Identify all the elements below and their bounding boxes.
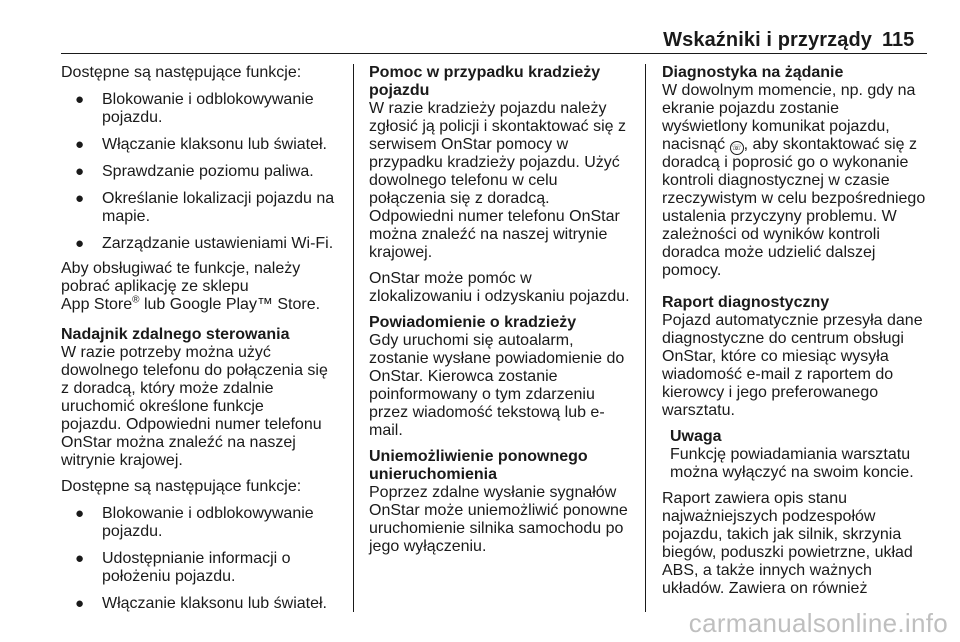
note-box xyxy=(662,428,927,482)
bullet-icon: ● xyxy=(75,595,85,612)
theft-text: OnStar może pomóc w xyxy=(369,270,532,287)
header-divider xyxy=(61,53,927,54)
list-item xyxy=(61,190,343,226)
remote-text: OnStar można znaleźć na naszej xyxy=(61,434,296,451)
theft-text: krajowej. xyxy=(369,244,433,261)
list-item xyxy=(61,136,343,154)
theft-text: zgłosić ją policji i skontaktować się z xyxy=(369,118,626,135)
intro-text: Dostępne są następujące funkcje: xyxy=(61,64,302,81)
remote-text: dowolnego telefonu do połączenia się xyxy=(61,362,328,379)
report-paragraph xyxy=(662,312,927,420)
bullet-icon: ● xyxy=(75,163,85,180)
bullet-text: Włączanie klaksonu lub świateł. xyxy=(102,595,327,612)
diag-text: rzeczywistym w celu bezpośredniego xyxy=(662,190,926,207)
diag-text: doradca może udzielić dalszej xyxy=(662,244,876,261)
immob-text: OnStar może uniemożliwić ponowne xyxy=(369,502,628,519)
app-store-name: App Store xyxy=(61,296,133,313)
list-item xyxy=(61,550,343,586)
bullet-text: Określanie lokalizacji pojazdu na xyxy=(102,190,335,207)
report-paragraph-2 xyxy=(662,490,927,598)
remote-text: W razie potrzeby można użyć xyxy=(61,344,271,361)
column-divider-1 xyxy=(353,64,354,612)
notify-text: zostanie wysłane powiadomienie do xyxy=(369,350,625,367)
notify-paragraph xyxy=(369,332,633,440)
list-item xyxy=(61,163,343,181)
diag-text: ustalenia przyczyny problemu. W xyxy=(662,208,897,225)
diag-text: zależności od wyników kontroli xyxy=(662,226,880,243)
notify-text: poinformowany o tym zdarzeniu xyxy=(369,386,595,403)
report-text: pojazdu, takich jak silnik, skrzynia xyxy=(662,526,902,543)
report-text: Raport zawiera opis stanu xyxy=(662,490,847,507)
diag-paragraph xyxy=(662,82,927,280)
immob-text: Poprzez zdalne wysłanie sygnałów xyxy=(369,484,617,501)
bullet-text: Sprawdzanie poziomu paliwa. xyxy=(102,163,314,180)
app-paragraph xyxy=(61,260,343,314)
remote-text: pojazdu. Odpowiedni numer telefonu xyxy=(61,416,322,433)
app-text: Aby obsługiwać te funkcje, należy xyxy=(61,260,301,277)
theft-text: zlokalizowaniu i odzyskaniu pojazdu. xyxy=(369,288,630,305)
report-text: OnStar, które co miesiąc wysyła xyxy=(662,348,889,365)
bullet-text: pojazdu. xyxy=(102,523,163,540)
note-heading: Uwaga xyxy=(670,428,722,445)
bullet-text: Zarządzanie ustawieniami Wi-Fi. xyxy=(102,235,334,252)
page-number: 115 xyxy=(882,29,915,51)
bullet-icon: ● xyxy=(75,136,85,153)
bullet-text: położeniu pojazdu. xyxy=(102,568,236,585)
column-1 xyxy=(61,64,343,622)
list-item xyxy=(61,595,343,613)
report-text: warsztatu. xyxy=(662,402,735,419)
diag-text: nacisnąć xyxy=(662,136,730,153)
theft-paragraph-2 xyxy=(369,270,633,306)
theft-text: W razie kradzieży pojazdu należy xyxy=(369,100,607,117)
app-store-rest: lub Google Play™ Store. xyxy=(139,296,321,313)
bullet-icon: ● xyxy=(75,505,85,522)
report-text: ABS, a także innych ważnych xyxy=(662,562,872,579)
bullet-icon: ● xyxy=(75,235,85,252)
report-text: wiadomość e-mail z raportem do xyxy=(662,366,894,383)
report-text: kierowcy i jego preferowanego xyxy=(662,384,879,401)
immob-paragraph xyxy=(369,484,633,556)
registered-mark: ® xyxy=(132,294,140,306)
bullet-text: Blokowanie i odblokowywanie xyxy=(102,91,314,108)
diag-text: ekranie pojazdu zostanie xyxy=(662,100,840,117)
bullet-icon: ● xyxy=(75,190,85,207)
diag-text: pomocy. xyxy=(662,262,722,279)
notify-text: Gdy uruchomi się autoalarm, xyxy=(369,332,574,349)
theft-text: połączenia się z doradcą. xyxy=(369,190,550,207)
section-title: Wskaźniki i przyrządy xyxy=(663,29,872,51)
notify-text: przez wiadomość tekstową lub e- xyxy=(369,404,605,421)
phone-button-icon: ☏ xyxy=(730,141,744,155)
list-item xyxy=(61,91,343,127)
immob-text: uruchomienie silnika samochodu po xyxy=(369,520,624,537)
bullet-text: Udostępnianie informacji o xyxy=(102,550,291,567)
report-text: układów. Zawiera on również xyxy=(662,580,868,597)
theft-text: Odpowiedni numer telefonu OnStar xyxy=(369,208,620,225)
diag-text: wyświetlony komunikat pojazdu, xyxy=(662,118,890,135)
bullet-text: pojazdu. xyxy=(102,109,163,126)
remote-text: z doradcą, który może zdalnie xyxy=(61,380,274,397)
column-divider-2 xyxy=(645,64,646,612)
theft-text: przypadku kradzieży pojazdu. Użyć xyxy=(369,154,620,171)
theft-text: serwisem OnStar pomocy w xyxy=(369,136,569,153)
section-heading: Nadajnik zdalnego sterowania xyxy=(61,326,290,343)
note-text: Funkcję powiadamiania warsztatu xyxy=(670,446,911,463)
list-item xyxy=(61,235,343,253)
diag-line-with-icon xyxy=(662,136,927,154)
intro-text: Dostępne są następujące funkcje: xyxy=(61,478,302,495)
notify-text: mail. xyxy=(369,422,403,439)
section-heading: Raport diagnostyczny xyxy=(662,294,830,311)
watermark-text: carmanualsonline.info xyxy=(688,608,948,638)
column-2 xyxy=(369,64,633,564)
notify-text: OnStar. Kierowca zostanie xyxy=(369,368,558,385)
diag-text: kontroli diagnostycznej w czasie xyxy=(662,172,890,189)
immob-text: jego wyłączeniu. xyxy=(369,538,487,555)
note-text: można wyłączyć na swoim koncie. xyxy=(670,464,914,481)
bullet-icon: ● xyxy=(75,550,85,567)
diag-text: W dowolnym momencie, np. gdy na xyxy=(662,82,916,99)
remote-text: witrynie krajowej. xyxy=(61,452,183,469)
section-heading: Pomoc w przypadku kradzieży xyxy=(369,64,601,81)
theft-text: dowolnego telefonu w celu xyxy=(369,172,558,189)
theft-text: można znaleźć na naszej witrynie xyxy=(369,226,608,243)
section-heading: unieruchomienia xyxy=(369,466,498,483)
section-heading: pojazdu xyxy=(369,82,430,99)
app-store-line xyxy=(61,296,343,314)
page-header xyxy=(0,0,960,50)
report-text: diagnostyczne do centrum obsługi xyxy=(662,330,904,347)
app-text: pobrać aplikację ze sklepu xyxy=(61,278,249,295)
bullet-text: Blokowanie i odblokowywanie xyxy=(102,505,314,522)
list-item xyxy=(61,505,343,541)
bullet-icon: ● xyxy=(75,91,85,108)
diag-text: doradcą i poprosić go o wykonanie xyxy=(662,154,909,171)
section-heading: Powiadomienie o kradzieży xyxy=(369,314,577,331)
diag-text: , aby skontaktować się z xyxy=(743,136,918,153)
bullet-text: mapie. xyxy=(102,208,151,225)
column-3 xyxy=(662,64,927,606)
report-text: Pojazd automatycznie przesyła dane xyxy=(662,312,923,329)
theft-paragraph xyxy=(369,100,633,262)
remote-text: uruchomić określone funkcje xyxy=(61,398,264,415)
remote-paragraph xyxy=(61,344,343,470)
report-text: najważniejszych podzespołów xyxy=(662,508,876,525)
section-heading: Uniemożliwienie ponownego xyxy=(369,448,588,465)
bullet-text: Włączanie klaksonu lub świateł. xyxy=(102,136,327,153)
report-text: biegów, poduszki powietrzne, układ xyxy=(662,544,913,561)
section-heading: Diagnostyka na żądanie xyxy=(662,64,844,81)
